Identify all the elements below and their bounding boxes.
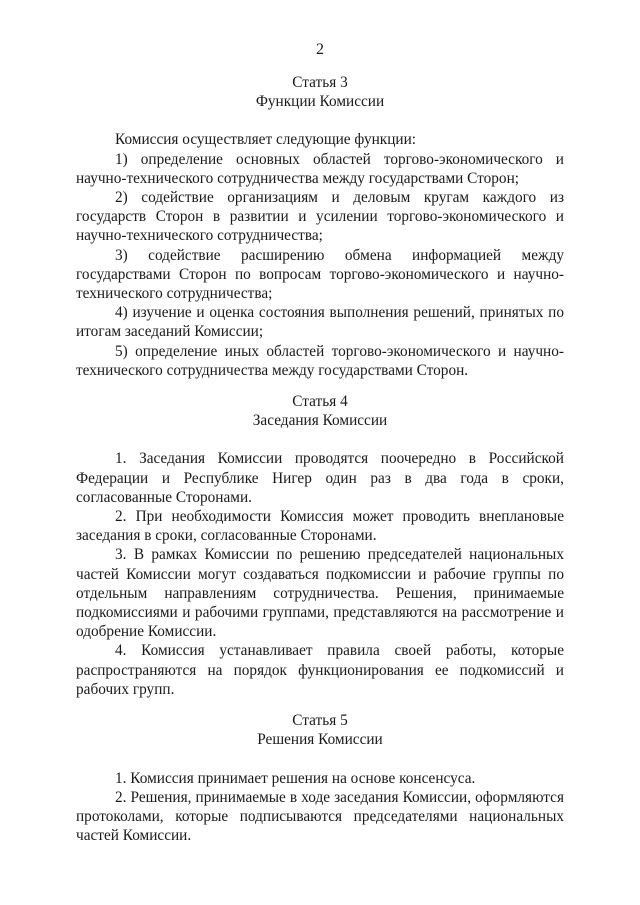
paragraph: 2. Решения, принимаемые в ходе заседания Комиссии, оформляются протоколами, которые подписываются председателями национальных частей Комиссии.	[76, 788, 564, 845]
article-title: Функции Комиссии	[255, 93, 385, 111]
paragraph: 3. В рамках Комиссии по решению председателей национальных частей Комиссии могут создаваться подкомиссии и рабочие группы по отдельным направлениям сотрудничества. Решения, принимаемые подкомиссиями и рабочими группами, представляются на рассмотрение и одобрение Комиссии.	[76, 546, 564, 641]
paragraph: 4. Комиссия устанавливает правила своей работы, которые распространяются на порядок функционирования ее подкомиссий и рабочих групп.	[76, 642, 564, 698]
article-number: Статья 5	[292, 712, 348, 730]
article-number: Статья 3	[292, 74, 348, 91]
paragraph: Комиссия осуществляет следующие функции:	[115, 131, 417, 149]
paragraph: 3) содействие расширению обмена информацией между государствами Сторон по вопросам торгово-экономического и научно-технического сотрудничества;	[76, 246, 564, 303]
article-3-heading	[76, 73, 564, 111]
article-number: Статья 4	[292, 393, 348, 411]
article-title: Заседания Комиссии	[252, 412, 388, 430]
page-number: 2	[316, 41, 324, 58]
document-body	[76, 73, 564, 845]
paragraph: 2) содействие организациям и деловым кругам каждого из государств Сторон в развитии и усилении торгово-экономического и научно-технического сотрудничества;	[76, 189, 564, 245]
article-5-heading	[76, 711, 564, 749]
article-title: Решения Комиссии	[257, 731, 383, 749]
paragraph: 5) определение иных областей торгово-экономического и научно-технического сотрудничества между государствами Сторон.	[76, 342, 564, 379]
paragraph: 2. При необходимости Комиссия может проводить внеплановые заседания в сроки, согласованные Сторонами.	[76, 508, 564, 545]
article-4-heading	[76, 392, 564, 430]
paragraph: 1. Комиссия принимает решения на основе консенсуса.	[115, 769, 476, 787]
paragraph: 1. Заседания Комиссии проводятся поочередно в Российской Федерации и Республике Нигер один раз в два года в сроки, согласованные Сторонами.	[76, 450, 564, 506]
paragraph: 4) изучение и оценка состояния выполнения решений, принятых по итогам заседаний Комиссии;	[76, 304, 564, 341]
paragraph: 1) определение основных областей торгово-экономического и научно-технического сотрудничества между государствами Сторон;	[76, 150, 564, 187]
